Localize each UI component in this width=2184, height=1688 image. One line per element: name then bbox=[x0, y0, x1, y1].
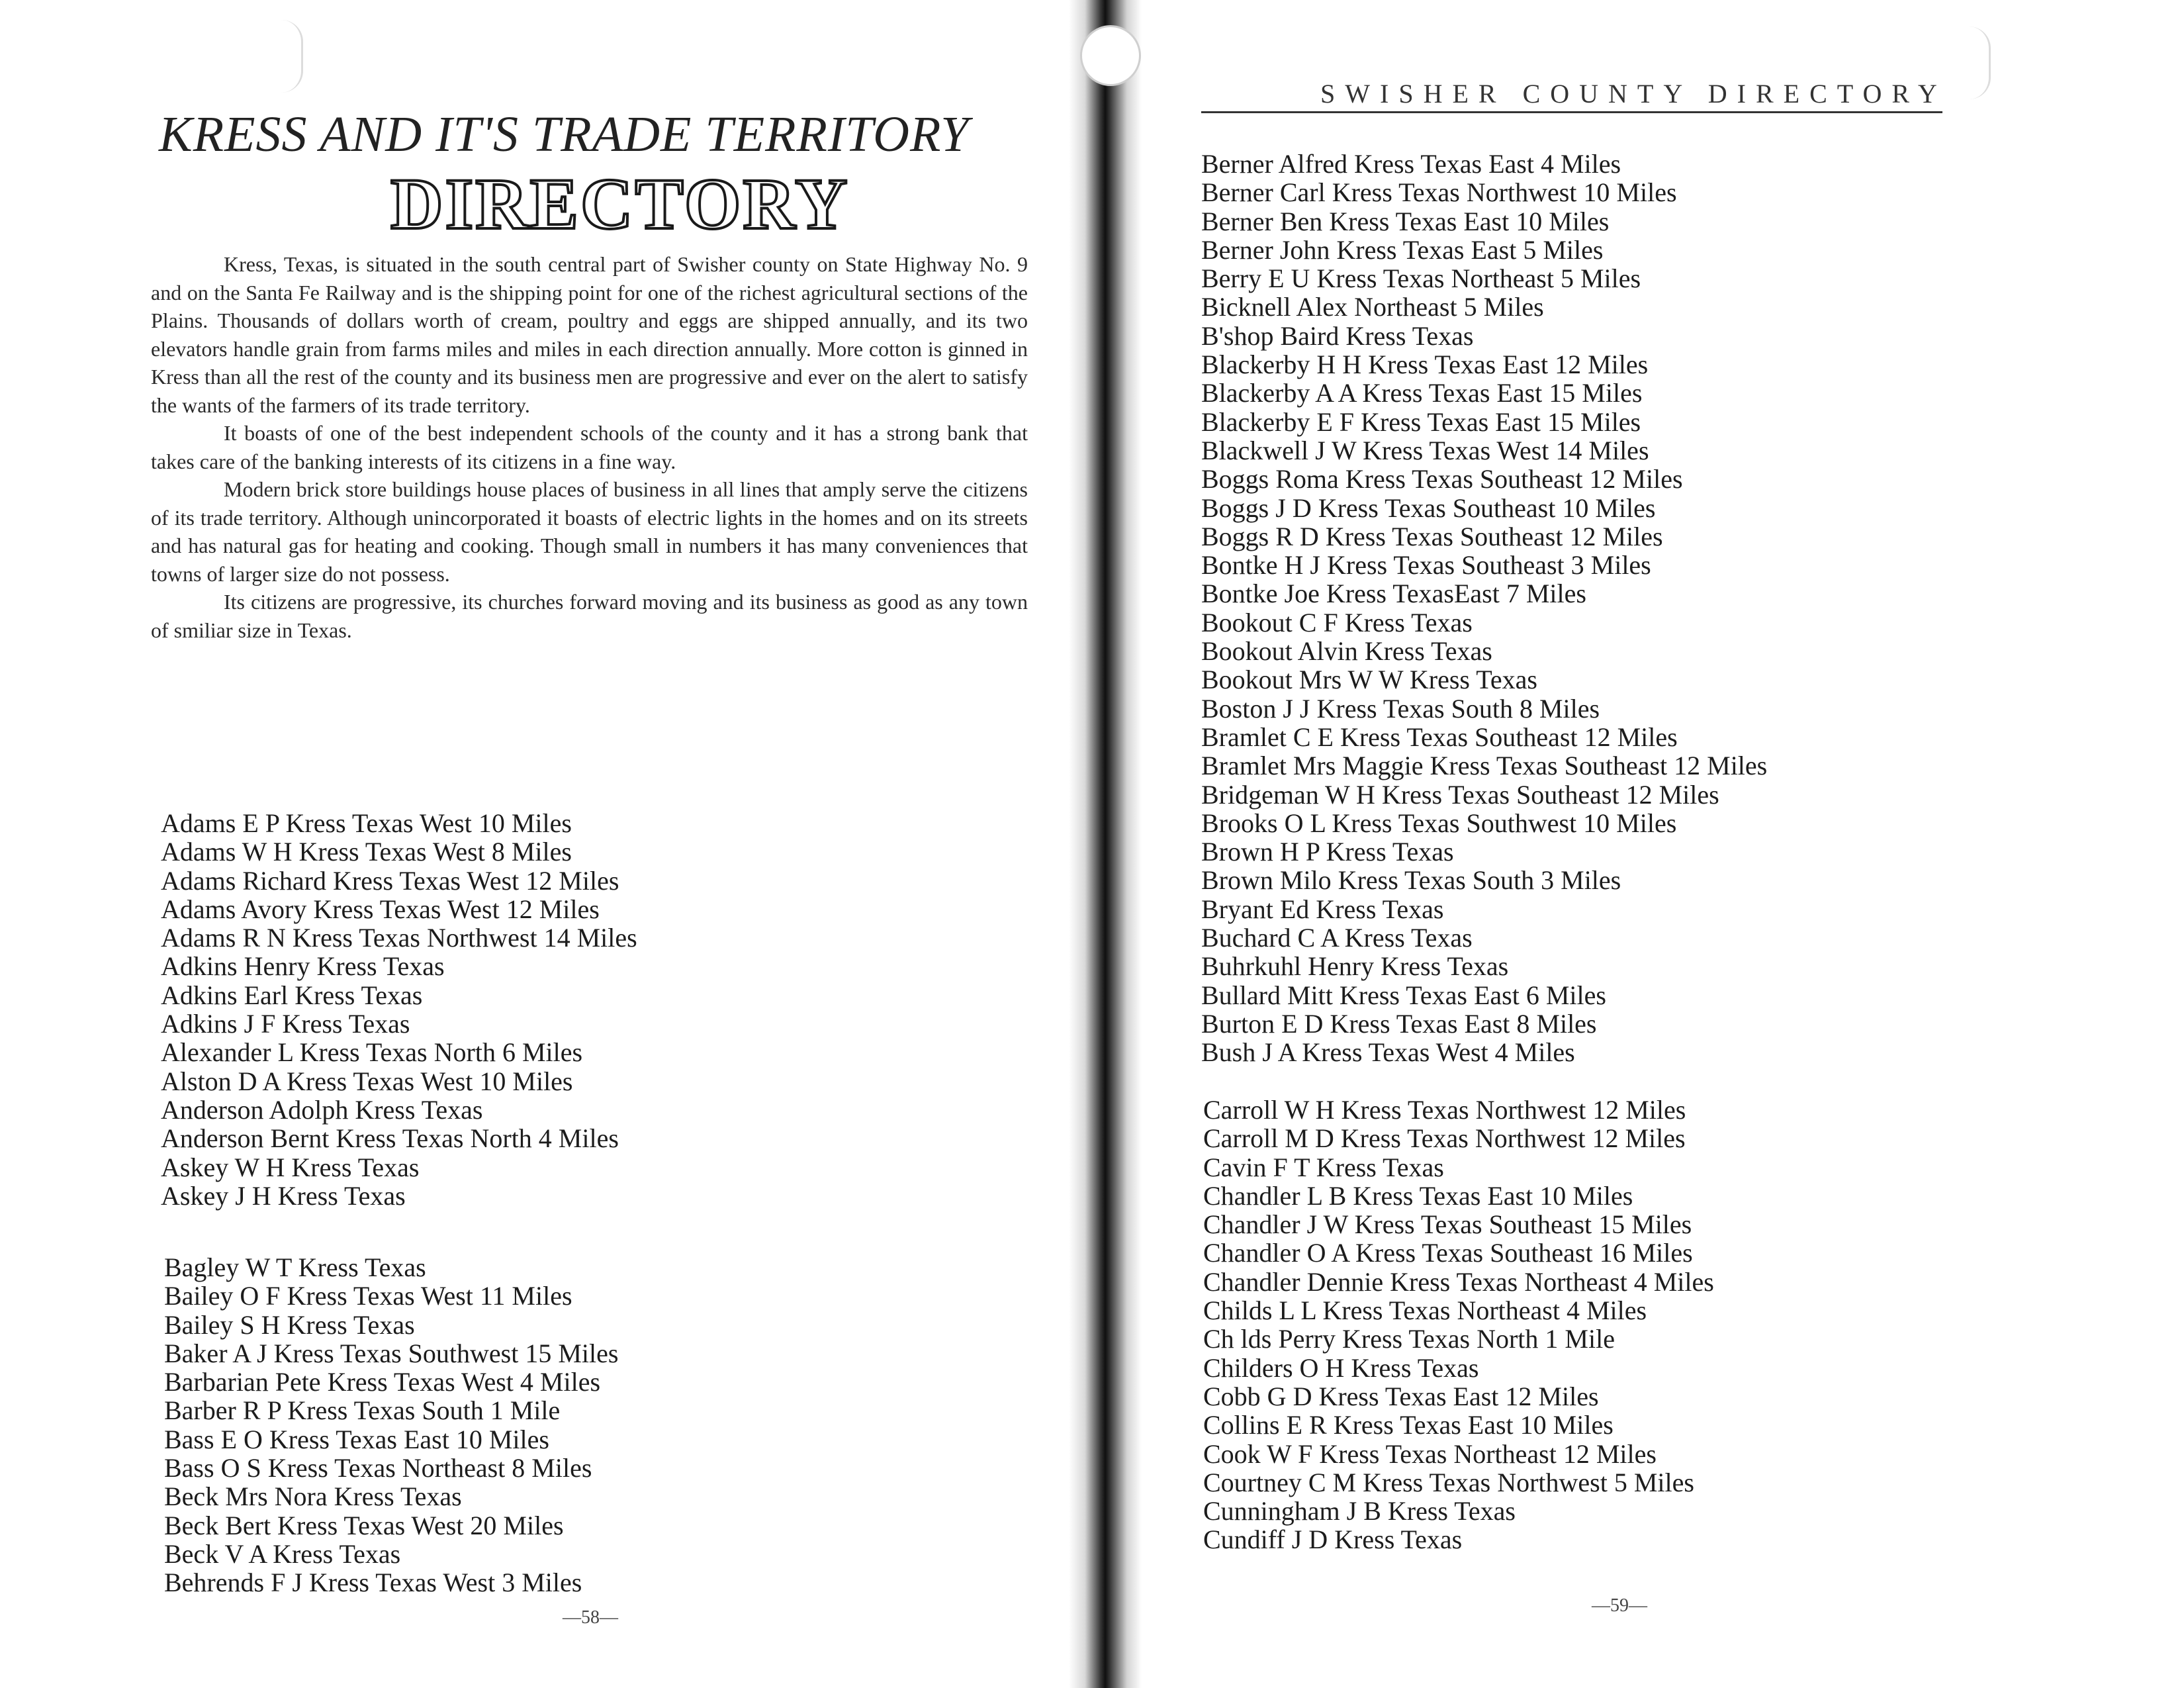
directory-entry: Chandler O A Kress Texas Southeast 16 Miles bbox=[1203, 1238, 1693, 1268]
directory-entry: Bridgeman W H Kress Texas Southeast 12 Miles bbox=[1201, 779, 1719, 810]
directory-entry: Beck V A Kress Texas bbox=[164, 1538, 401, 1569]
directory-entry: Bass E O Kress Texas East 10 Miles bbox=[164, 1424, 549, 1454]
directory-entry: Anderson Adolph Kress Texas bbox=[161, 1094, 483, 1125]
directory-entry: Adkins J F Kress Texas bbox=[161, 1009, 410, 1039]
directory-entry: Buchard C A Kress Texas bbox=[1201, 923, 1473, 953]
punch-hole bbox=[1080, 25, 1141, 86]
directory-entry: Bontke Joe Kress TexasEast 7 Miles bbox=[1201, 579, 1586, 609]
directory-entry: Baker A J Kress Texas Southwest 15 Miles bbox=[164, 1338, 619, 1368]
directory-entry: Beck Bert Kress Texas West 20 Miles bbox=[164, 1510, 564, 1540]
directory-entry: Cavin F T Kress Texas bbox=[1203, 1152, 1444, 1182]
directory-entry: Barbarian Pete Kress Texas West 4 Miles bbox=[164, 1367, 601, 1397]
page-title: KRESS AND IT'S TRADE TERRITORY bbox=[159, 107, 970, 162]
directory-entry: Alexander L Kress Texas North 6 Miles bbox=[161, 1037, 583, 1068]
directory-list-c bbox=[1203, 1096, 1714, 1554]
directory-entry: Chandler J W Kress Texas Southeast 15 Miles bbox=[1203, 1209, 1692, 1240]
directory-entry: Berner Ben Kress Texas East 10 Miles bbox=[1201, 206, 1610, 236]
directory-entry: Chandler Dennie Kress Texas Northeast 4 Miles bbox=[1203, 1266, 1714, 1297]
directory-entry: Bailey S H Kress Texas bbox=[164, 1309, 415, 1340]
directory-entry: Brooks O L Kress Texas Southwest 10 Miles bbox=[1201, 808, 1677, 838]
directory-entry: Blackerby A A Kress Texas East 15 Miles bbox=[1201, 378, 1643, 408]
directory-entry: Berner John Kress Texas East 5 Miles bbox=[1201, 234, 1604, 265]
running-head: SWISHER COUNTY DIRECTORY bbox=[1320, 79, 1947, 109]
directory-entry: Bontke H J Kress Texas Southeast 3 Miles bbox=[1201, 550, 1651, 581]
directory-entry: Bagley W T Kress Texas bbox=[164, 1252, 426, 1282]
directory-entry: Behrends F J Kress Texas West 3 Miles bbox=[164, 1568, 582, 1598]
directory-entry: Anderson Bernt Kress Texas North 4 Miles bbox=[161, 1123, 619, 1154]
directory-entry: Boggs J D Kress Texas Southeast 10 Miles bbox=[1201, 492, 1656, 523]
intro-paragraph: Modern brick store buildings house places of business in all lines that amply serve the citizens of its trade territory. Although unincorporated it boasts of electric lights in the homes and on its streets and has natural gas for heating and cooking. Though small in numbers it has many conveniences that towns of larger size do not possess. bbox=[151, 477, 1028, 586]
directory-entry: Adams Richard Kress Texas West 12 Miles bbox=[161, 865, 619, 896]
directory-entry: Boggs Roma Kress Texas Southeast 12 Miles bbox=[1201, 464, 1683, 494]
directory-entry: Bookout Alvin Kress Texas bbox=[1201, 636, 1492, 667]
directory-entry: Brown Milo Kress Texas South 3 Miles bbox=[1201, 865, 1621, 896]
directory-list-b-continued bbox=[1201, 150, 1767, 1067]
page-number: —59— bbox=[1592, 1595, 1647, 1616]
directory-list-b bbox=[164, 1253, 618, 1597]
directory-entry: Cunningham J B Kress Texas bbox=[1203, 1496, 1516, 1526]
directory-entry: Cook W F Kress Texas Northeast 12 Miles bbox=[1203, 1438, 1657, 1469]
directory-entry: Adams E P Kress Texas West 10 Miles bbox=[161, 808, 572, 838]
directory-entry: Adams R N Kress Texas Northwest 14 Miles bbox=[161, 923, 637, 953]
directory-entry: Chandler L B Kress Texas East 10 Miles bbox=[1203, 1180, 1633, 1211]
directory-entry: Blackerby H H Kress Texas East 12 Miles bbox=[1201, 350, 1649, 380]
directory-entry: Bush J A Kress Texas West 4 Miles bbox=[1201, 1037, 1575, 1068]
directory-entry: Askey W H Kress Texas bbox=[161, 1152, 420, 1182]
header-rule bbox=[1201, 111, 1942, 113]
directory-entry: Courtney C M Kress Texas Northwest 5 Miles bbox=[1203, 1467, 1694, 1497]
directory-entry: Bullard Mitt Kress Texas East 6 Miles bbox=[1201, 980, 1606, 1010]
intro-paragraph: Kress, Texas, is situated in the south central part of Swisher county on State Highway No. 9 and on the Santa Fe Railway and is the shipping point for one of the richest agricultural sections of the Plains. Thousands of dollars worth of cream, poultry and eggs are shipped annually, and its two elevators handle grain from farms miles and miles in each direction annually. More cotton is ginned in Kress than all the rest of the county and its business men are progressive and ever on the alert to satisfy the wants of the farmers of its trade territory. bbox=[151, 252, 1028, 417]
directory-entry: Bookout C F Kress Texas bbox=[1201, 607, 1473, 637]
directory-entry: B'shop Baird Kress Texas bbox=[1201, 320, 1474, 351]
directory-entry: Adams W H Kress Texas West 8 Miles bbox=[161, 837, 572, 867]
directory-entry: Childs L L Kress Texas Northeast 4 Miles bbox=[1203, 1295, 1647, 1326]
directory-entry: Ch lds Perry Kress Texas North 1 Mile bbox=[1203, 1324, 1615, 1354]
directory-entry: Boston J J Kress Texas South 8 Miles bbox=[1201, 693, 1600, 724]
directory-entry: Boggs R D Kress Texas Southeast 12 Miles bbox=[1201, 521, 1663, 551]
directory-entry: Bramlet Mrs Maggie Kress Texas Southeast 12 Miles bbox=[1201, 751, 1768, 781]
directory-entry: Carroll M D Kress Texas Northwest 12 Miles bbox=[1203, 1123, 1686, 1154]
directory-entry: Bass O S Kress Texas Northeast 8 Miles bbox=[164, 1453, 592, 1483]
page-edge-right bbox=[1969, 26, 1991, 99]
directory-entry: Adkins Earl Kress Texas bbox=[161, 980, 423, 1010]
directory-entry: Cobb G D Kress Texas East 12 Miles bbox=[1203, 1381, 1599, 1411]
directory-entry: Bookout Mrs W W Kress Texas bbox=[1201, 665, 1537, 695]
directory-entry: Berry E U Kress Texas Northeast 5 Miles bbox=[1201, 263, 1641, 294]
directory-entry: Brown H P Kress Texas bbox=[1201, 837, 1454, 867]
intro-paragraph: It boasts of one of the best independent schools of the county and it has a strong bank that takes care of the banking interests of its citizens in a fine way. bbox=[151, 421, 1028, 473]
directory-entry: Collins E R Kress Texas East 10 Miles bbox=[1203, 1410, 1614, 1440]
directory-entry: Adams Avory Kress Texas West 12 Miles bbox=[161, 894, 600, 924]
directory-entry: Burton E D Kress Texas East 8 Miles bbox=[1201, 1008, 1597, 1039]
left-page bbox=[0, 0, 1085, 1688]
directory-entry: Bailey O F Kress Texas West 11 Miles bbox=[164, 1281, 572, 1311]
directory-entry: Blackerby E F Kress Texas East 15 Miles bbox=[1201, 406, 1641, 437]
directory-entry: Childers O H Kress Texas bbox=[1203, 1352, 1479, 1383]
directory-entry: Carroll W H Kress Texas Northwest 12 Miles bbox=[1203, 1095, 1686, 1125]
directory-entry: Barber R P Kress Texas South 1 Mile bbox=[164, 1395, 561, 1426]
directory-entry: Adkins Henry Kress Texas bbox=[161, 951, 445, 982]
directory-entry: Cundiff J D Kress Texas bbox=[1203, 1524, 1463, 1555]
directory-heading: DIRECTORY bbox=[390, 164, 850, 244]
directory-entry: Buhrkuhl Henry Kress Texas bbox=[1201, 951, 1509, 982]
directory-entry: Bryant Ed Kress Texas bbox=[1201, 894, 1444, 924]
intro-paragraph: Its citizens are progressive, its churches forward moving and its business as good as any town of smiliar size in Texas. bbox=[151, 590, 1028, 642]
page-number: —58— bbox=[563, 1607, 618, 1628]
directory-entry: Berner Alfred Kress Texas East 4 Miles bbox=[1201, 149, 1621, 179]
directory-entry: Berner Carl Kress Texas Northwest 10 Miles bbox=[1201, 177, 1677, 208]
directory-entry: Bramlet C E Kress Texas Southeast 12 Miles bbox=[1201, 722, 1678, 752]
directory-entry: Beck Mrs Nora Kress Texas bbox=[164, 1481, 462, 1512]
intro-text bbox=[151, 250, 1028, 644]
directory-entry: Blackwell J W Kress Texas West 14 Miles bbox=[1201, 435, 1649, 465]
directory-entry: Bicknell Alex Northeast 5 Miles bbox=[1201, 292, 1544, 322]
directory-list-a bbox=[161, 809, 637, 1210]
directory-entry: Askey J H Kress Texas bbox=[161, 1180, 406, 1211]
directory-entry: Alston D A Kress Texas West 10 Miles bbox=[161, 1066, 573, 1096]
